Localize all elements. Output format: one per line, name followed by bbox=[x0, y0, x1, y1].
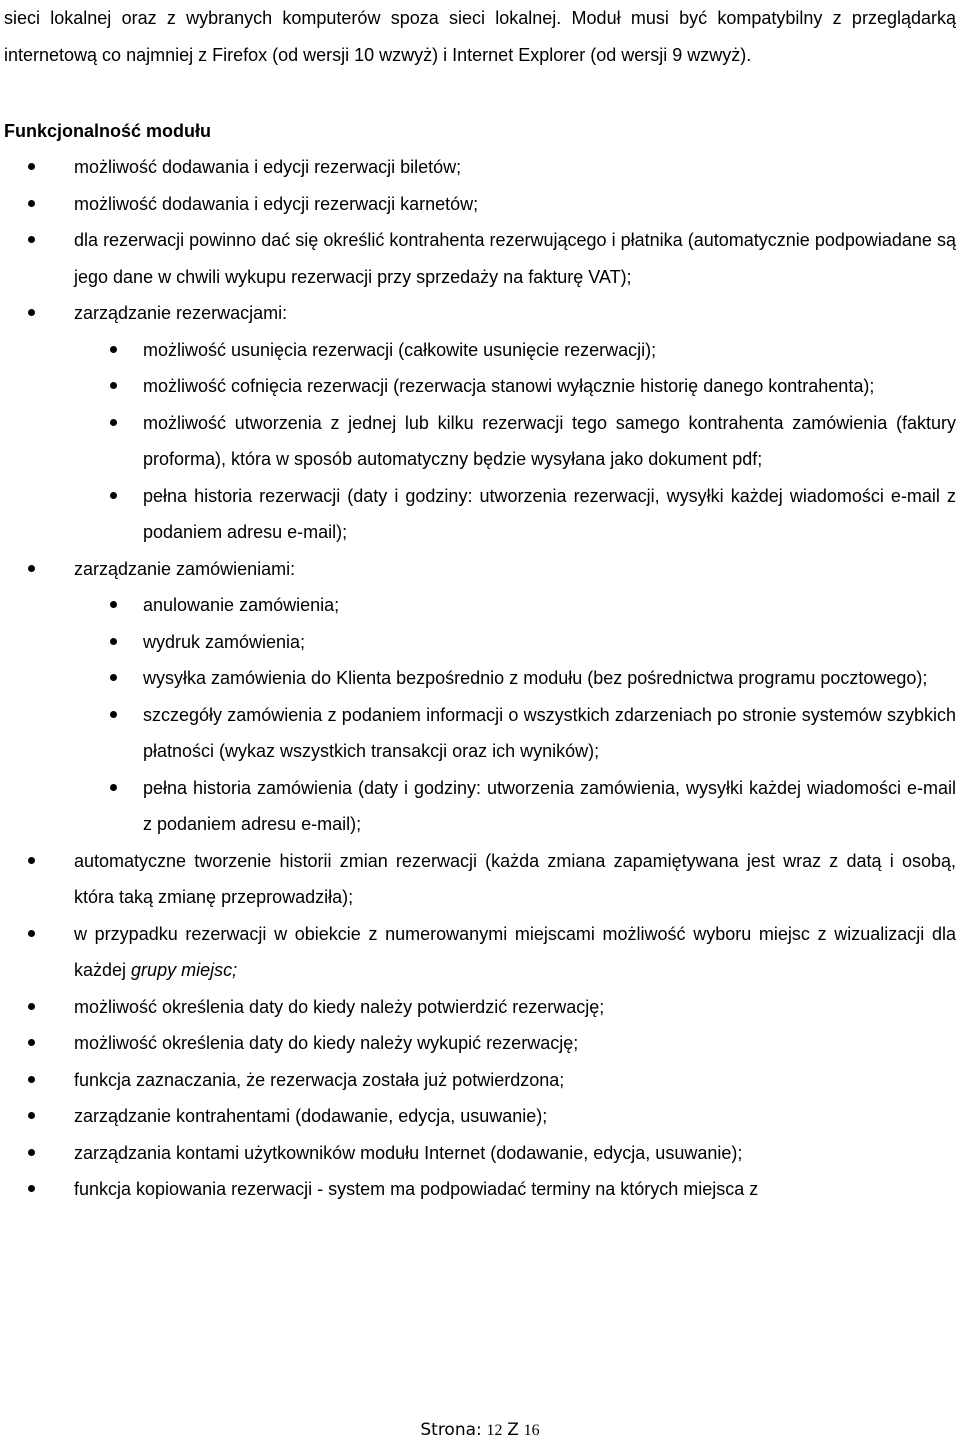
sub-list bbox=[74, 332, 956, 551]
list-item-text: zarządzania kontami użytkowników modułu Internet (dodawanie, edycja, usuwanie); bbox=[74, 1142, 743, 1163]
footer-total-pages: 16 bbox=[523, 1422, 540, 1439]
sub-list-item: pełna historia rezerwacji (daty i godziny: utworzenia rezerwacji, wysyłki każdej wiadomości e-mail z podaniem adresu e-mail); bbox=[74, 478, 956, 551]
sub-list-item: anulowanie zamówienia; bbox=[74, 587, 956, 624]
list-item bbox=[4, 1025, 956, 1062]
footer-separator: Z bbox=[507, 1420, 519, 1440]
sub-list-item: szczegóły zamówienia z podaniem informacji o wszystkich zdarzeniach po stronie systemów szybkich płatności (wykaz wszystkich transakcji oraz ich wyników); bbox=[74, 697, 956, 770]
list-item-text: dla rezerwacji powinno dać się określić kontrahenta rezerwującego i płatnika (automatycznie podpowiadane są jego dane w chwili wykupu rezerwacji przy sprzedaży na fakturę VAT); bbox=[74, 230, 956, 287]
list-item-text: zarządzanie rezerwacjami: bbox=[74, 303, 288, 323]
list-item bbox=[4, 916, 956, 989]
sub-list-item: wysyłka zamówienia do Klienta bezpośrednio z modułu (bez pośrednictwa programu pocztowego); bbox=[74, 660, 956, 697]
list-item-text: automatyczne tworzenie historii zmian rezerwacji (każda zmiana zapamiętywana jest wraz z datą i osobą, która taką zmianę przeprowadziła); bbox=[74, 850, 956, 907]
list-item-text: zarządzanie kontrahentami (dodawanie, edycja, usuwanie); bbox=[74, 1106, 548, 1126]
footer-label: Strona: bbox=[420, 1420, 482, 1440]
sub-list-item: wydruk zamówienia; bbox=[74, 624, 956, 661]
feature-list bbox=[4, 149, 956, 1208]
list-item bbox=[4, 295, 956, 551]
list-item-text: możliwość dodawania i edycji rezerwacji karnetów; bbox=[74, 193, 479, 214]
section-heading: Funkcjonalność modułu bbox=[4, 121, 212, 141]
footer-current-page: 12 bbox=[486, 1422, 503, 1439]
list-item bbox=[4, 186, 956, 223]
page-footer bbox=[0, 1420, 960, 1441]
list-item bbox=[4, 1135, 956, 1172]
sub-list-item: możliwość cofnięcia rezerwacji (rezerwacja stanowi wyłącznie historię danego kontrahenta); bbox=[74, 368, 956, 405]
list-item bbox=[4, 551, 956, 843]
list-item-text: możliwość dodawania i edycji rezerwacji biletów; bbox=[74, 157, 462, 177]
list-item-text: funkcja zaznaczania, że rezerwacja została już potwierdzona; bbox=[74, 1069, 565, 1090]
list-item-italic-text: grupy miejsc; bbox=[131, 960, 238, 980]
sub-list-item: możliwość usunięcia rezerwacji (całkowite usunięcie rezerwacji); bbox=[74, 332, 956, 369]
intro-paragraph: sieci lokalnej oraz z wybranych komputerów spoza sieci lokalnej. Moduł musi być kompatybilny z przeglądarką internetową co najmniej z Firefox (od wersji 10 wzwyż) i Internet Explorer (od wersji 9 wzwyż). bbox=[4, 8, 956, 65]
list-item bbox=[4, 222, 956, 295]
list-item bbox=[4, 843, 956, 916]
list-item-text: zarządzanie zamówieniami: bbox=[74, 558, 296, 579]
list-item bbox=[4, 1171, 956, 1208]
sub-list-item: możliwość utworzenia z jednej lub kilku rezerwacji tego samego kontrahenta zamówienia (faktury proforma), która w sposób automatyczny będzie wysyłana jako dokument pdf; bbox=[74, 405, 956, 478]
sub-list-item: pełna historia zamówienia (daty i godziny: utworzenia zamówienia, wysyłki każdej wiadomości e-mail z podaniem adresu e-mail); bbox=[74, 770, 956, 843]
list-item-text: w przypadku rezerwacji w obiekcie z numerowanymi miejscami możliwość wyboru miejsc z wizualizacji dla każdej bbox=[74, 923, 956, 980]
list-item bbox=[4, 1098, 956, 1135]
list-item bbox=[4, 989, 956, 1026]
list-item bbox=[4, 1062, 956, 1099]
sub-list bbox=[74, 587, 956, 843]
list-item-text: możliwość określenia daty do kiedy należy potwierdzić rezerwację; bbox=[74, 996, 605, 1017]
list-item-text: możliwość określenia daty do kiedy należy wykupić rezerwację; bbox=[74, 1033, 579, 1053]
list-item bbox=[4, 149, 956, 186]
page-content bbox=[4, 0, 956, 1208]
list-item-text: funkcja kopiowania rezerwacji - system ma podpowiadać terminy na których miejsca z bbox=[74, 1179, 759, 1199]
